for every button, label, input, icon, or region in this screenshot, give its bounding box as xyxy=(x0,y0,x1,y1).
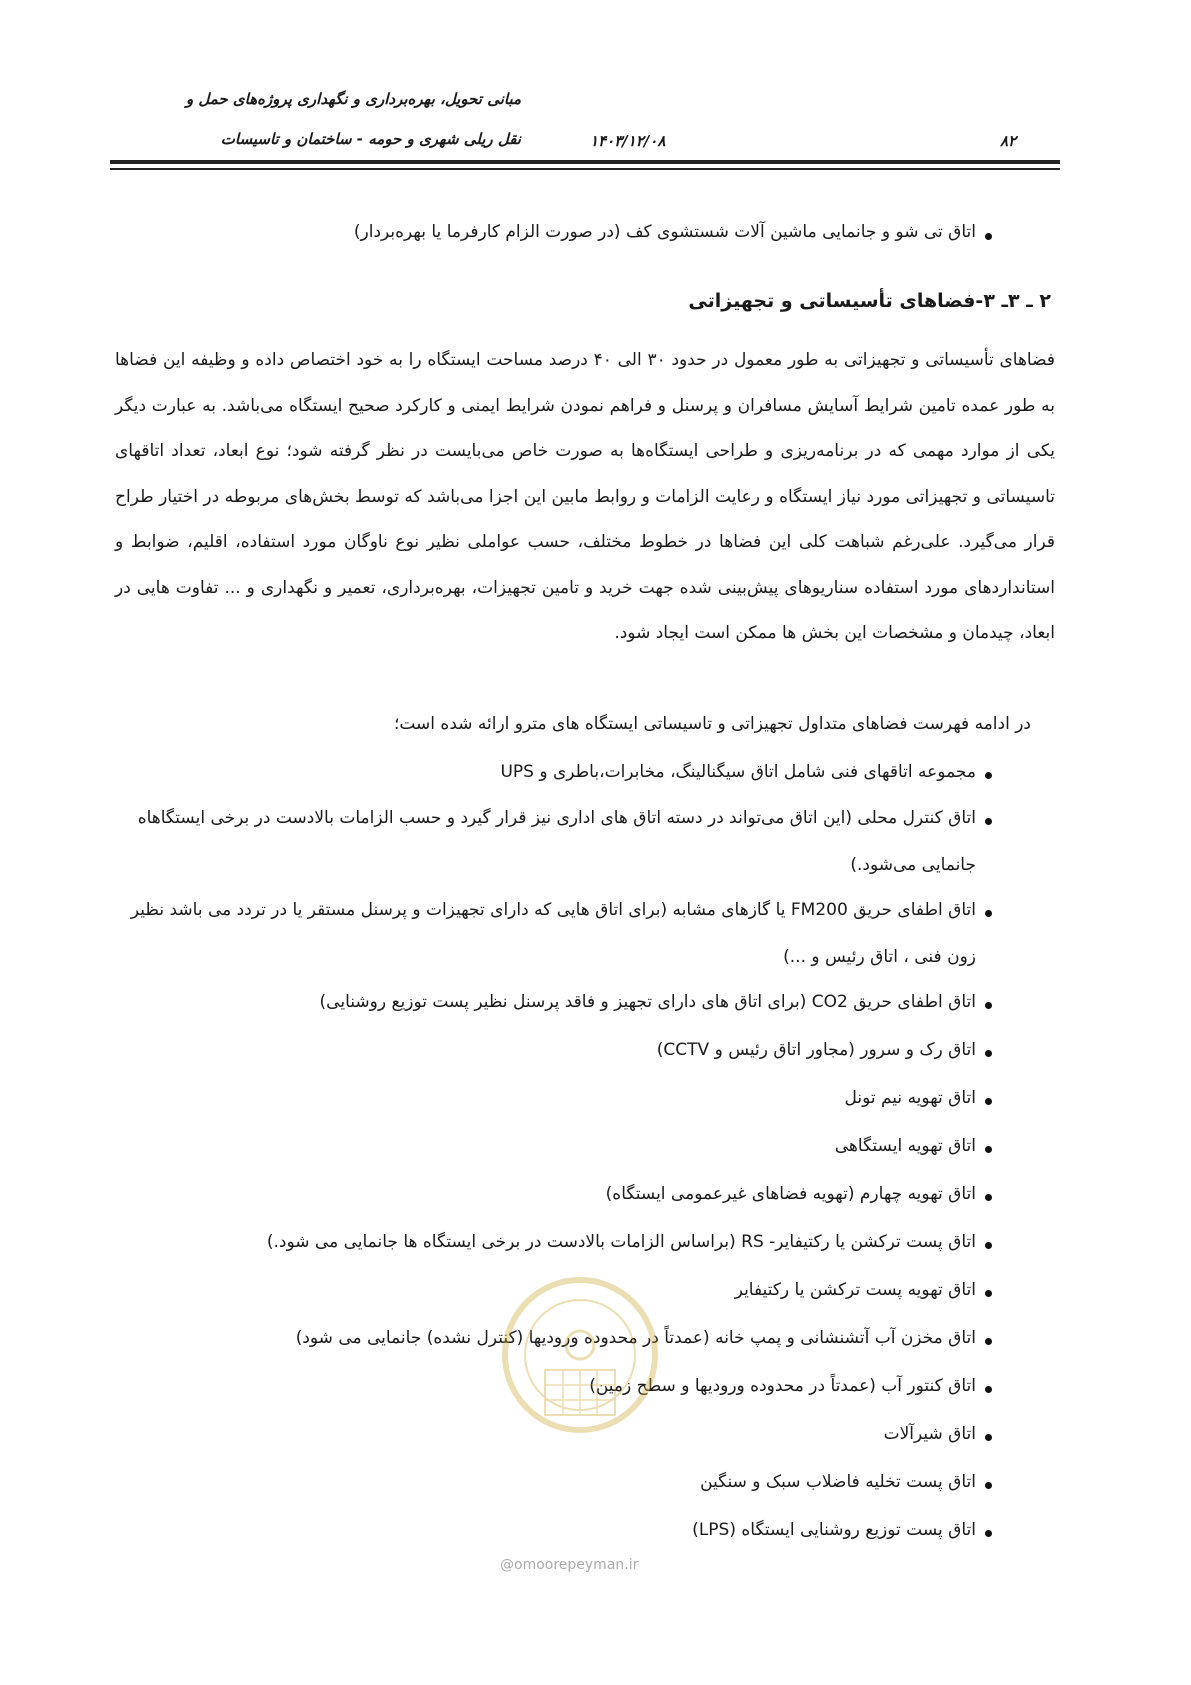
bullet-icon xyxy=(985,1290,992,1297)
bullet-icon xyxy=(985,772,992,779)
watermark-text: @omoorepeyman.ir xyxy=(500,1557,639,1573)
header-rule-thick xyxy=(110,160,1060,164)
list-item: مجموعه اتاقهای فنی شامل اتاق سیگنالینگ، مخابرات،باطری و UPS xyxy=(500,762,976,782)
list-item: اتاق کنتور آب (عمدتاً در محدوده ورودیها و سطح زمین) xyxy=(589,1376,976,1396)
header-rule-thin xyxy=(110,168,1060,170)
list-item: اتاق تهویه نیم تونل xyxy=(844,1088,976,1108)
list-item: اتاق پست ترکشن یا رکتیفایر- RS (براساس الزامات بالادست در برخی ایستگاه ها جانمایی می شود.) xyxy=(266,1232,976,1252)
list-intro: در ادامه فهرست فضاهای متداول تجهیزاتی و تاسیساتی ایستگاه های مترو ارائه شده است؛ xyxy=(393,714,1031,734)
bullet-icon xyxy=(985,1530,992,1537)
header-title-line1: مبانی تحویل، بهره‌برداری و نگهداری پروژه‌های حمل و xyxy=(185,90,521,108)
list-item: اتاق تهویه پست ترکشن یا رکتیفایر xyxy=(734,1280,976,1300)
list-item: اتاق پست توزیع روشنایی ایستگاه (LPS) xyxy=(692,1520,976,1540)
bullet-icon xyxy=(985,1098,992,1105)
list-item: اتاق مخزن آب آتشنشانی و پمپ خانه (عمدتاً در محدوده ورودیها (کنترل نشده) جانمایی می شود) xyxy=(295,1328,976,1348)
list-item xyxy=(354,222,976,242)
header-title-line2: نقل ریلی شهری و حومه - ساختمان و تاسیسات xyxy=(220,130,521,148)
list-item-text: اتاق تی شو و جانمایی ماشین آلات شستشوی کف (در صورت الزام کارفرما یا بهره‌بردار) xyxy=(353,222,976,242)
page-number: ۸۲ xyxy=(1000,132,1017,150)
bullet-icon xyxy=(985,1482,992,1489)
section-heading: ۲ ـ ۳ـ ۳-فضاهای تأسیساتی و تجهیزاتی xyxy=(688,290,1051,312)
bullet-icon xyxy=(985,1050,992,1057)
list-item: اتاق اطفای حریق FM200 یا گازهای مشابه (برای اتاق هایی که دارای تجهیزات و پرسنل مستقر یا در تردد می باشد نظیر زون فنی ، اتاق رئیس و ...) xyxy=(130,900,976,967)
bullet-icon xyxy=(985,1338,992,1345)
bullet-icon xyxy=(985,1386,992,1393)
bullet-icon xyxy=(985,910,992,917)
header-date: ۱۴۰۳/۱۲/۰۸ xyxy=(590,132,666,150)
section-paragraph: فضاهای تأسیساتی و تجهیزاتی به طور معمول در حدود ۳۰ الی ۴۰ درصد مساحت ایستگاه را به خود اختصاص داده و وظیفه این فضاها به طور عمده تامین شرایط آسایش مسافران و پرسنل و فراهم نمودن شرایط ایمنی و کارکرد صحیح ایستگاه می‌باشد. به عبارت دیگر یکی از موارد مهمی که در برنامه‌ریزی و طراحی ایستگاه‌ها به صورت خاص می‌بایست در نظر گرفته شود؛ نوع ابعاد، تعداد اتاقهای تاسیساتی و تجهیزاتی مورد نیاز ایستگاه و رعایت الزامات و روابط مابین این اجزا می‌باشد که توسط بخش‌های مربوطه در اختیار طراح قرار می‌گیرد. علی‌رغم شباهت کلی این فضاها در خطوط مختلف، حسب عواملی نظیر نوع ناوگان مورد استفاده، اقلیم، ضوابط و استانداردهای مورد استفاده سناریوهای پیش‌بینی شده جهت خرید و تامین تجهیزات، بهره‌برداری، تعمیر و نگهداری و ... تفاوت هایی در ابعاد، چیدمان و مشخصات این بخش ها ممکن است ایجاد شود. xyxy=(115,350,1055,643)
list-item: اتاق شیرآلات xyxy=(883,1424,976,1444)
list-item: اتاق اطفای حریق CO2 (برای اتاق های دارای تجهیز و فاقد پرسنل نظیر پست توزیع روشنایی) xyxy=(319,992,976,1012)
bullet-icon xyxy=(985,1434,992,1441)
list-item: اتاق تهویه چهارم (تهویه فضاهای غیرعمومی ایستگاه) xyxy=(605,1184,976,1204)
bullet-icon xyxy=(985,1242,992,1249)
bullet-icon xyxy=(985,1194,992,1201)
bullet-icon xyxy=(985,1002,992,1009)
bullet-icon xyxy=(985,818,992,825)
list-item: اتاق پست تخلیه فاضلاب سبک و سنگین xyxy=(700,1472,976,1492)
list-item: اتاق تهویه ایستگاهی xyxy=(834,1136,976,1156)
bullet-icon xyxy=(985,1146,992,1153)
watermark-logo-icon xyxy=(500,1260,660,1450)
bullet-icon xyxy=(985,233,992,240)
list-item: اتاق کنترل محلی (این اتاق می‌تواند در دسته اتاق های اداری نیز قرار گیرد و حسب الزامات بالادست در برخی ایستگاهاه جانمایی می‌شود.) xyxy=(137,808,976,875)
list-item: اتاق رک و سرور (مجاور اتاق رئیس و CCTV) xyxy=(656,1040,976,1060)
